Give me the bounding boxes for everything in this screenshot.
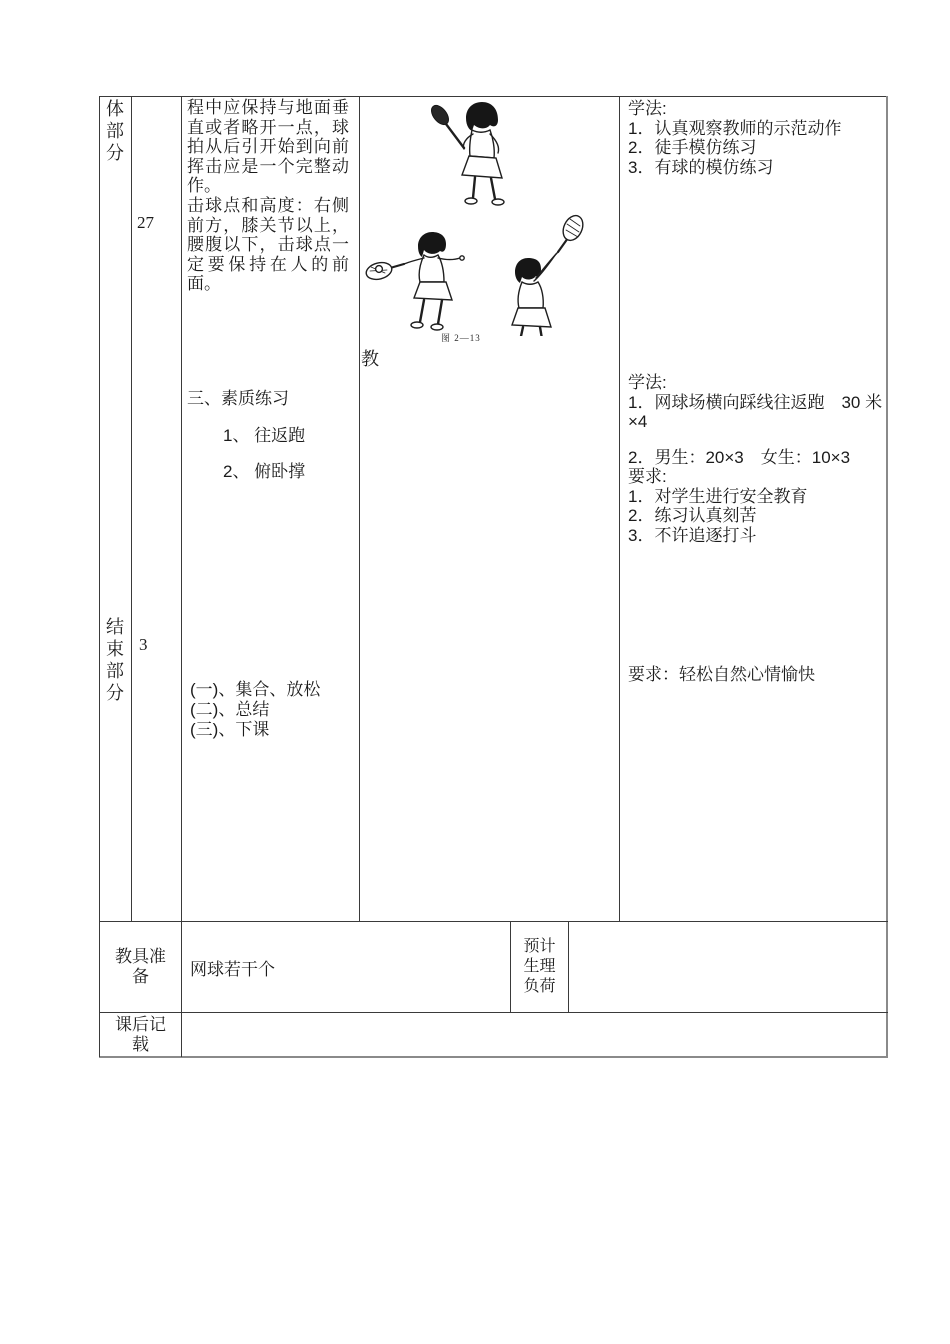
table-border-right	[886, 96, 888, 1057]
racket-icon	[428, 102, 452, 127]
table-divider-col2	[181, 96, 182, 1057]
requirement-safety: 1．对学生进行安全教育	[628, 486, 808, 506]
requirements-heading: 要求:	[628, 467, 667, 486]
tennis-players-drawing	[360, 98, 628, 336]
drill-section	[187, 389, 305, 482]
closing-requirement: 要求：轻松自然心情愉快	[628, 665, 815, 684]
drill-item-pushups: 2、 俯卧撑	[223, 462, 306, 481]
methods-block-2	[628, 373, 882, 545]
equipment-value-cell	[190, 922, 500, 1012]
tennis-player-forehand	[364, 232, 464, 330]
methods2-heading: 学法:	[628, 373, 667, 392]
table-border-left	[99, 96, 100, 1057]
methods1-item-shadow: 2．徒手模仿练习	[628, 138, 757, 157]
tennis-player-overhead	[510, 212, 587, 336]
section-label-basic-part: 体部分	[106, 99, 124, 163]
table-border-top	[99, 96, 888, 97]
methods-block-1	[628, 99, 841, 177]
requirement-no-fighting: 3．不许追逐打斗	[628, 525, 757, 545]
methods1-heading: 学法:	[628, 99, 667, 118]
teach-label: 教	[361, 349, 379, 369]
figure-caption: 图 2—13	[441, 333, 481, 343]
drill-heading: 三、素质练习	[187, 389, 289, 408]
tennis-player-ready-stance	[428, 102, 504, 205]
after-class-label: 课后记载	[115, 1014, 166, 1054]
after-class-value-cell	[182, 1013, 886, 1056]
equipment-value: 网球若干个	[190, 959, 275, 979]
tennis-ball-icon	[376, 266, 383, 273]
table-border-bottom	[99, 1056, 888, 1058]
methods2-run-line2: ×4	[628, 412, 648, 431]
table-divider-col1	[131, 96, 132, 921]
closing-steps	[190, 680, 320, 740]
content-paragraph-contact-point: 击球点和高度：右侧前方，膝关节以上，腰腹以下，击球点一定要保持在人的前面。	[187, 196, 349, 293]
closing-step-assemble-relax: (一)、集合、放松	[190, 680, 321, 699]
after-class-label-cell	[100, 1013, 181, 1056]
closing-step-dismiss: (三)、下课	[190, 720, 270, 739]
requirement-diligence: 2．练习认真刻苦	[628, 506, 757, 525]
physio-load-label: 预计生理负荷	[523, 938, 556, 995]
physio-load-label-cell	[511, 922, 568, 1012]
equipment-label-cell	[100, 922, 181, 1012]
section-label-closing-part: 结束部分	[106, 617, 124, 703]
methods1-item-observe: 1．认真观察教师的示范动作	[628, 118, 842, 138]
closing-step-summary: (二)、总结	[190, 700, 270, 719]
equipment-label: 教具准备	[115, 947, 166, 986]
physio-load-value-cell	[569, 922, 886, 1012]
methods1-item-with-ball: 3．有球的模仿练习	[628, 157, 774, 177]
minutes-closing-part: 3	[139, 635, 148, 654]
minutes-basic-part: 27	[137, 213, 154, 232]
content-paragraph-swing: 程中应保持与地面垂直或者略开一点，球拍从后引开始到向前挥击应是一个完整动作。	[187, 98, 349, 195]
methods2-run-line1: 1．网球场横向踩线往返跑 30 米	[628, 392, 883, 412]
tennis-figure-illustration	[360, 98, 628, 336]
drill-item-shuttle-run: 1、 往返跑	[223, 425, 306, 445]
methods2-counts: 2．男生：20×3 女生：10×3	[628, 447, 851, 467]
